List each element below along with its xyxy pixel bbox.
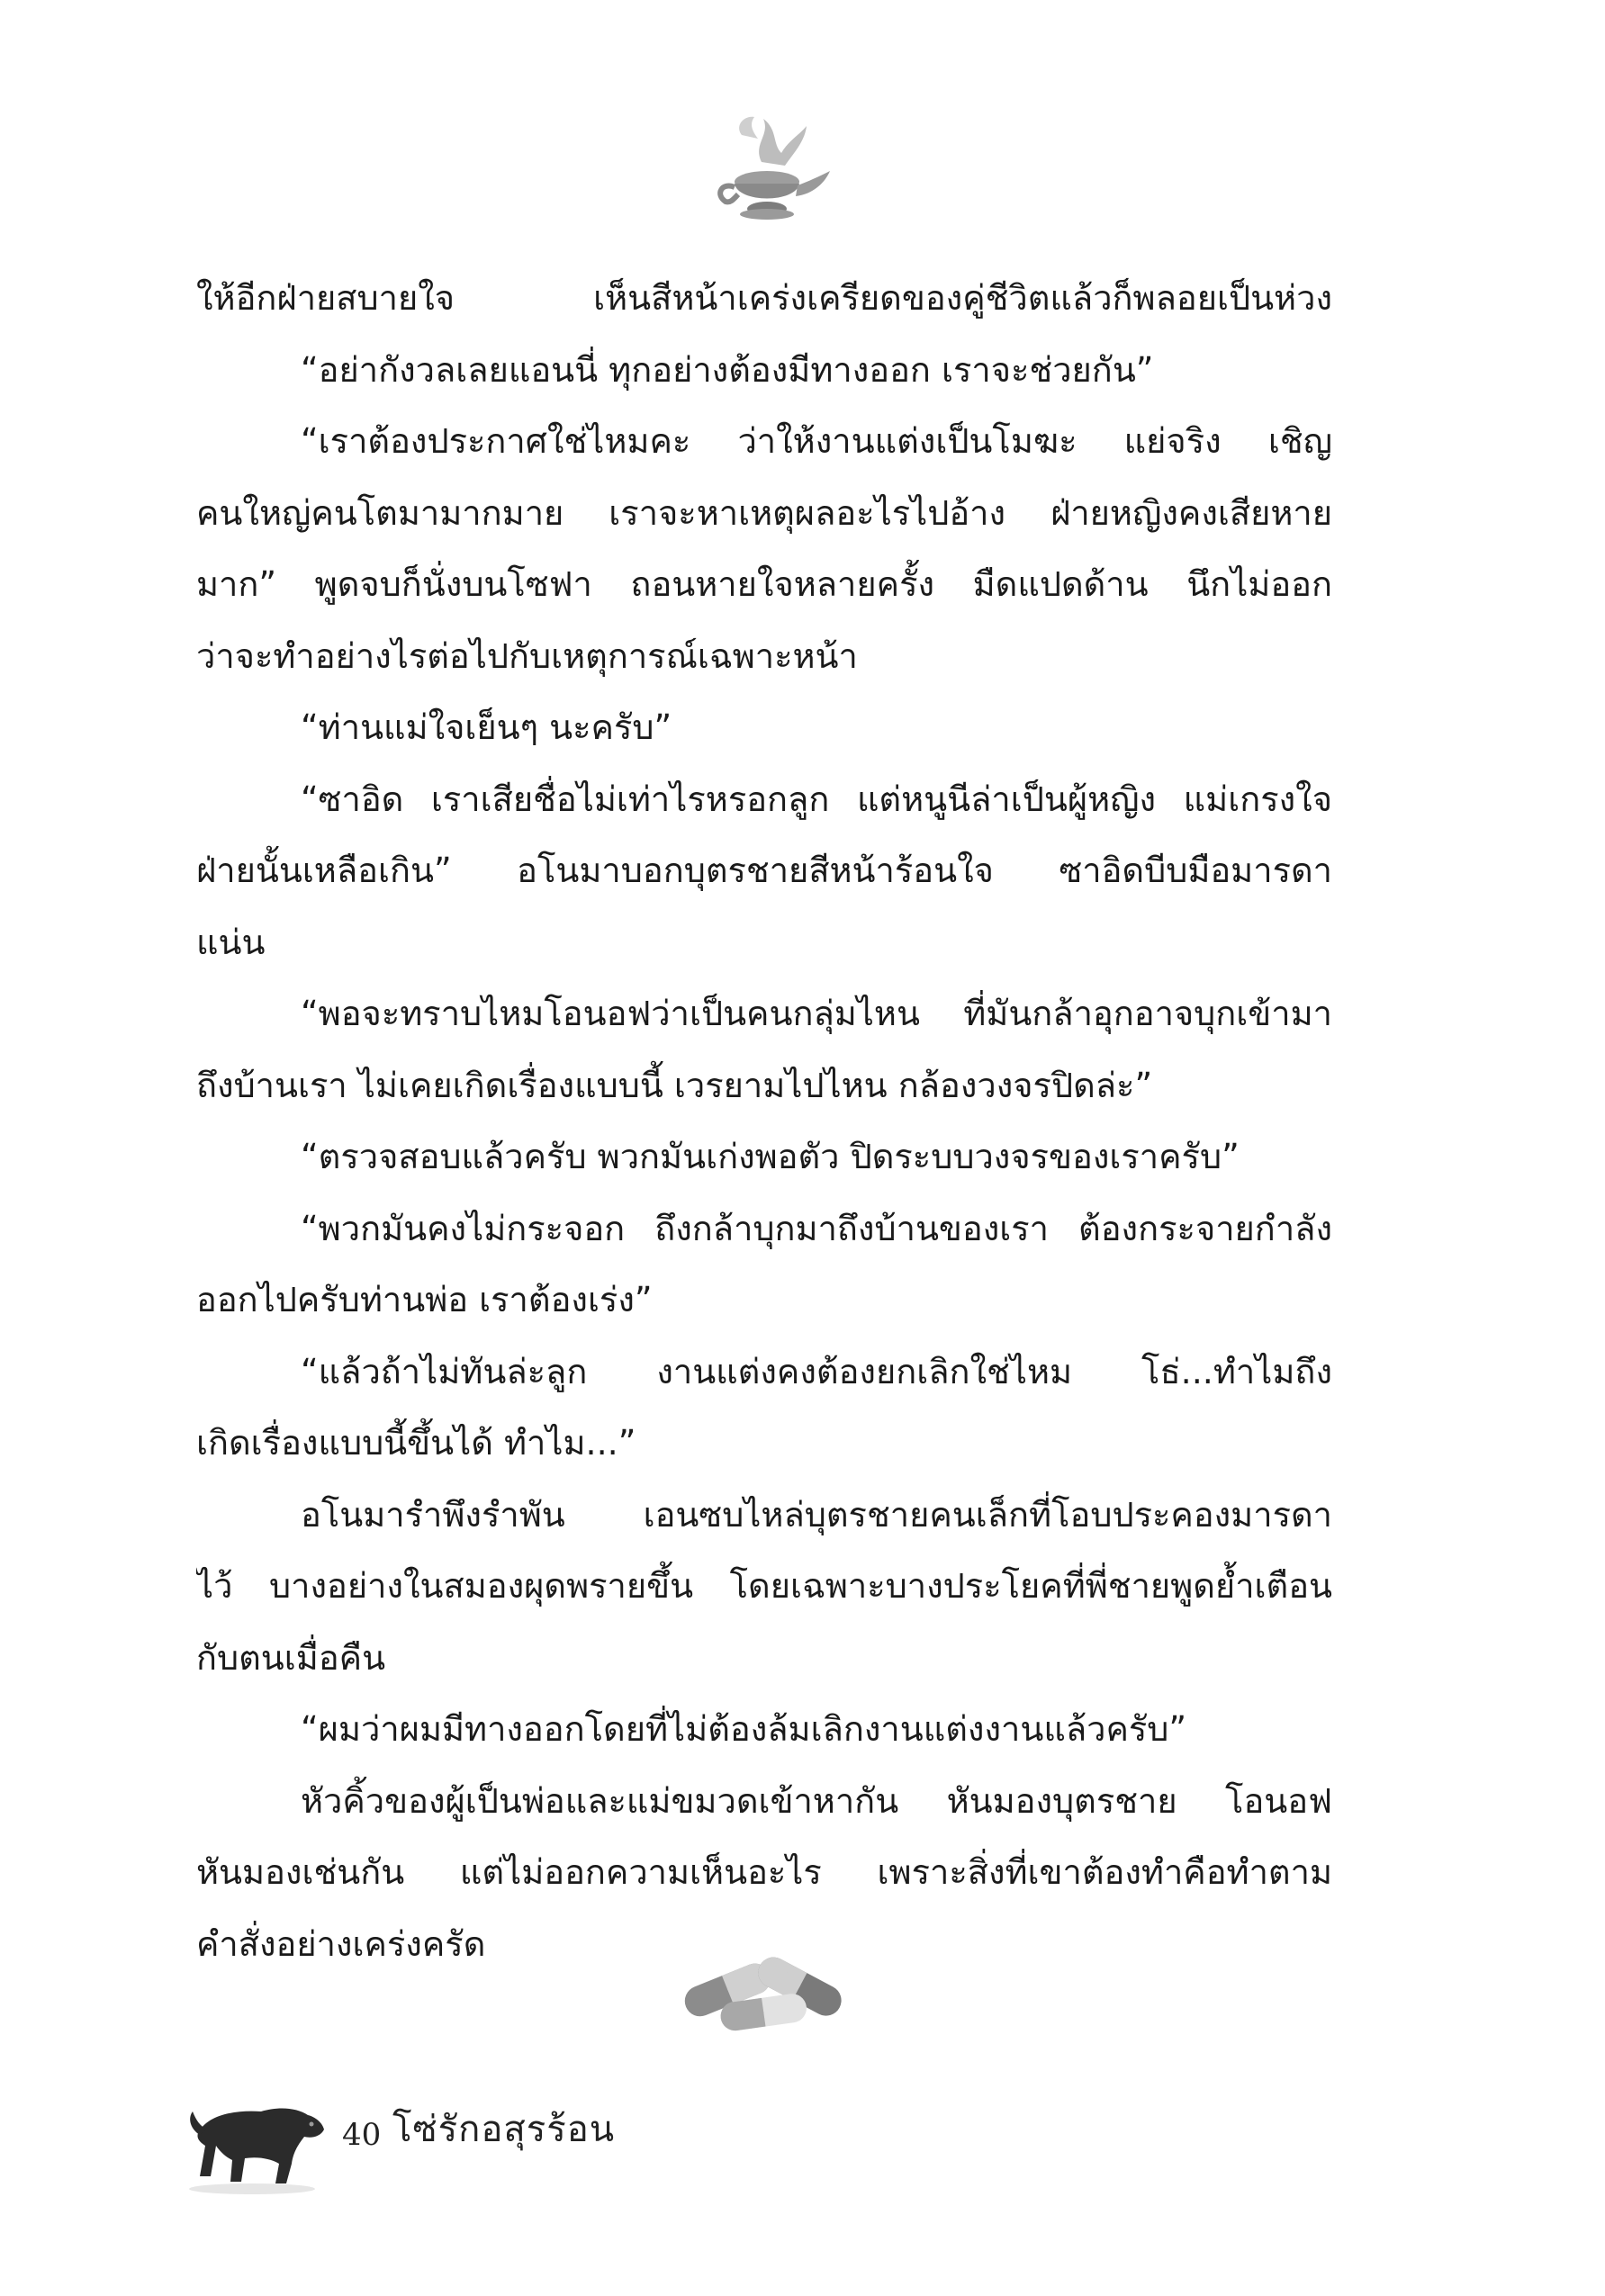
text-line: หัวคิ้วของผู้เป็นพ่อและแม่ขมวดเข้าหากัน หันมองบุตรชาย โอนอฟ: [301, 1780, 1332, 1821]
text-line: “ผมว่าผมมีทางออกโดยที่ไม่ต้องล้มเลิกงานแต่งงานแล้วครับ”: [301, 1709, 1187, 1749]
text-line: “ซาอิด เราเสียชื่อไม่เท่าไรหรอกลูก แต่หนูนีล่าเป็นผู้หญิง แม่เกรงใจ: [301, 779, 1332, 819]
text-line: ถึงบ้านเรา ไม่เคยเกิดเรื่องแบบนี้ เวรยามไปไหน กล้องวงจรปิดล่ะ”: [196, 1065, 1153, 1105]
body-text: [196, 263, 1332, 1980]
text-line: “พอจะทราบไหมโอนอฟว่าเป็นคนกลุ่มไหน ที่มันกล้าอุกอาจบุกเข้ามา: [301, 994, 1332, 1033]
panther-icon: [180, 2070, 333, 2196]
text-line: “ท่านแม่ใจเย็นๆ นะครับ”: [301, 707, 672, 747]
text-line: แน่น: [196, 922, 266, 962]
text-line: ให้อีกฝ่ายสบายใจ เห็นสีหน้าเคร่งเครียดของคู่ชีวิตแล้วก็พลอยเป็นห่วง: [196, 278, 1332, 318]
text-line: คนใหญ่คนโตมามากมาย เราจะหาเหตุผลอะไรไปอ้าง ฝ่ายหญิงคงเสียหาย: [196, 492, 1332, 533]
book-title: โซ่รักอสุรร้อน: [392, 2109, 616, 2150]
text-line: “พวกมันคงไม่กระจอก ถึงกล้าบุกมาถึงบ้านของเรา ต้องกระจายกำลัง: [301, 1208, 1332, 1248]
genie-lamp-icon: [699, 108, 834, 234]
text-line: “อย่ากังวลเลยแอนนี่ ทุกอย่างต้องมีทางออก เราจะช่วยกัน”: [301, 349, 1154, 390]
text-line: คำสั่งอย่างเคร่งครัด: [196, 1923, 486, 1964]
text-line: ฝ่ายนั้นเหลือเกิน” อโนมาบอกบุตรชายสีหน้าร้อนใจ ซาอิดบีบมือมารดา: [196, 851, 1332, 890]
text-line: ว่าจะทำอย่างไรต่อไปกับเหตุการณ์เฉพาะหน้า: [196, 635, 858, 676]
text-line: ไว้ บางอย่างในสมองผุดพรายขึ้น โดยเฉพาะบางประโยคที่พี่ชายพูดย้ำเตือน: [196, 1566, 1332, 1606]
text-line: มาก” พูดจบก็นั่งบนโซฟา ถอนหายใจหลายครั้ง มืดแปดด้าน นึกไม่ออก: [196, 564, 1332, 604]
text-line: หันมองเช่นกัน แต่ไม่ออกความเห็นอะไร เพราะสิ่งที่เขาต้องทำคือทำตาม: [196, 1852, 1332, 1892]
text-line: “แล้วถ้าไม่ทันล่ะลูก งานแต่งคงต้องยกเลิกใช่ไหม โธ่...ทำไมถึง: [301, 1351, 1332, 1391]
text-line: กับตนเมื่อคืน: [196, 1637, 386, 1678]
page-footer: [180, 2070, 810, 2196]
text-line: “ตรวจสอบแล้วครับ พวกมันเก่งพอตัว ปิดระบบวงจรของเราครับ”: [301, 1137, 1240, 1176]
text-line: เกิดเรื่องแบบนี้ขึ้นได้ ทำไม...”: [196, 1423, 636, 1463]
text-line: อโนมารำพึงรำพัน เอนซบไหล่บุตรชายคนเล็กที่โอบประคองมารดา: [301, 1494, 1332, 1535]
text-line: “เราต้องประกาศใช่ไหมคะ ว่าให้งานแต่งเป็นโมฆะ แย่จริง เชิญ: [301, 421, 1332, 461]
text-line: ออกไปครับท่านพ่อ เราต้องเร่ง”: [196, 1280, 653, 1319]
pill-capsules-icon: [664, 1944, 858, 2034]
page-number: 40: [342, 2117, 382, 2153]
